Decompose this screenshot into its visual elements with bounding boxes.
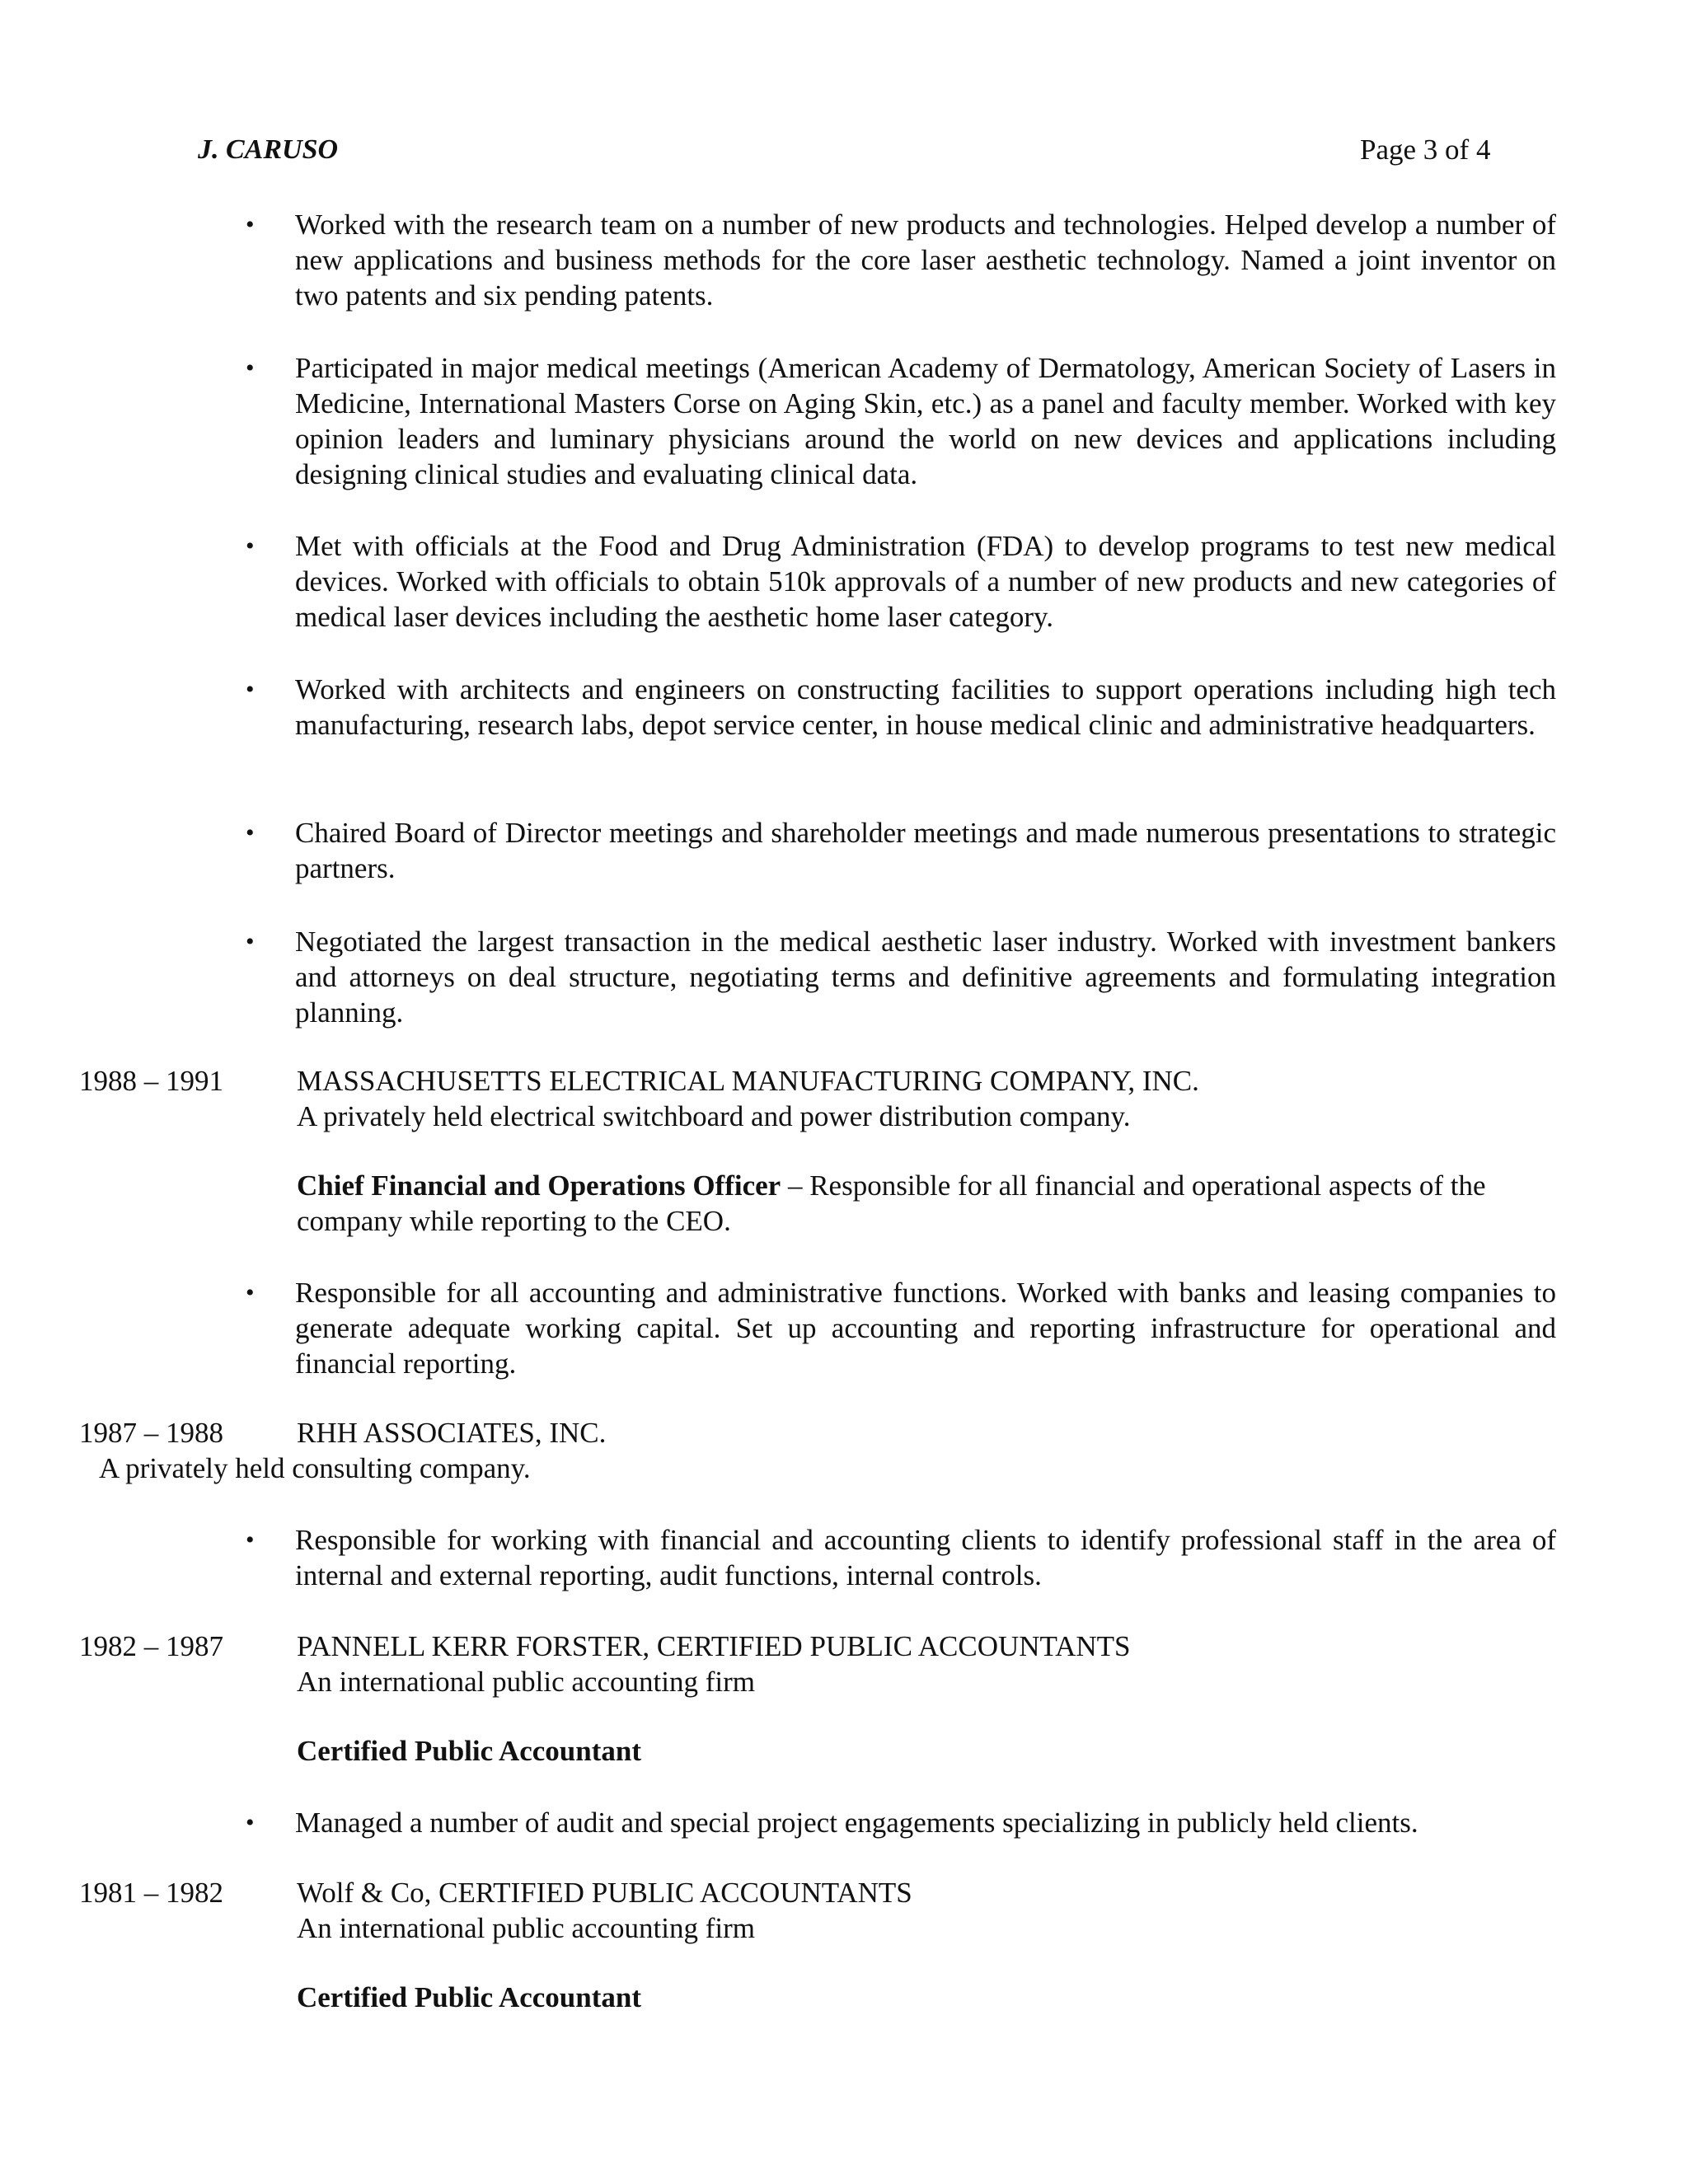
job-dates: 1981 – 1982	[79, 1877, 223, 1909]
job-title: Chief Financial and Operations Officer	[297, 1169, 781, 1202]
bullet-icon: •	[246, 676, 255, 703]
list-item	[246, 1275, 1556, 1381]
bullet-icon: •	[246, 819, 255, 846]
job-title-description: – Responsible for all financial and operational aspects of the company while reporting to the CEO.	[297, 1169, 1486, 1237]
list-item	[246, 1522, 1556, 1593]
header-name: J. CARUSO	[198, 134, 339, 165]
company-description: A privately held consulting company.	[99, 1452, 531, 1484]
bullet-text: Responsible for working with financial and accounting clients to identify professional staff in the area of internal and external reporting, audit functions, internal controls.	[295, 1524, 1556, 1591]
list-item	[246, 815, 1556, 886]
job-title-paragraph	[297, 1168, 1558, 1239]
bullet-icon: •	[246, 354, 255, 382]
company-name: RHH ASSOCIATES, INC.	[297, 1417, 607, 1449]
bullet-text: Chaired Board of Director meetings and shareholder meetings and made numerous presentations to strategic partners.	[295, 817, 1556, 884]
company-name: Wolf & Co, CERTIFIED PUBLIC ACCOUNTANTS	[297, 1877, 912, 1909]
company-description: An international public accounting firm	[297, 1912, 755, 1944]
bullet-text: Worked with the research team on a number of new products and technologies. Helped develop a number of new applications and business methods for the core laser aesthetic technology. Named a joint inventor on two patents and six pending patents.	[295, 209, 1556, 312]
bullet-icon: •	[246, 1526, 255, 1554]
job-dates: 1982 – 1987	[79, 1630, 223, 1662]
bullet-text: Negotiated the largest transaction in the medical aesthetic laser industry. Worked with investment bankers and attorneys on deal structure, negotiating terms and definitive agreements and formulating integration planning.	[295, 926, 1556, 1029]
bullet-text: Worked with architects and engineers on constructing facilities to support operations including high tech manufacturing, research labs, depot service center, in house medical clinic and administrative headquarters.	[295, 673, 1556, 741]
bullet-icon: •	[246, 211, 255, 238]
company-description: An international public accounting firm	[297, 1666, 755, 1698]
job-dates: 1988 – 1991	[79, 1065, 223, 1097]
list-item	[246, 528, 1556, 635]
bullet-icon: •	[246, 928, 255, 955]
page-number: Page 3 of 4	[1360, 134, 1491, 166]
company-name: PANNELL KERR FORSTER, CERTIFIED PUBLIC ACCOUNTANTS	[297, 1630, 1131, 1662]
list-item	[246, 924, 1556, 1030]
job-title: Certified Public Accountant	[297, 1735, 642, 1767]
list-item	[246, 1805, 1556, 1840]
job-title: Certified Public Accountant	[297, 1981, 642, 2013]
bullet-text: Managed a number of audit and special project engagements specializing in publicly held clients.	[295, 1807, 1418, 1839]
bullet-icon: •	[246, 532, 255, 560]
bullet-text: Met with officials at the Food and Drug Administration (FDA) to develop programs to test new medical devices. Worked with officials to obtain 510k approvals of a number of new products and new categories of medical laser devices including the aesthetic home laser category.	[295, 530, 1556, 633]
job-dates: 1987 – 1988	[79, 1417, 223, 1449]
list-item	[246, 672, 1556, 743]
list-item	[246, 207, 1556, 313]
bullet-icon: •	[246, 1279, 255, 1306]
company-description: A privately held electrical switchboard and power distribution company.	[297, 1100, 1131, 1132]
bullet-icon: •	[246, 1809, 255, 1836]
bullet-text: Participated in major medical meetings (American Academy of Dermatology, American Society of Lasers in Medicine, International Masters Corse on Aging Skin, etc.) as a panel and faculty member. Worked with key opinion leaders and luminary physicians around the world on new devices and applications including designing clinical studies and evaluating clinical data.	[295, 352, 1556, 490]
list-item	[246, 350, 1556, 492]
company-name: MASSACHUSETTS ELECTRICAL MANUFACTURING COMPANY, INC.	[297, 1065, 1199, 1097]
bullet-text: Responsible for all accounting and administrative functions. Worked with banks and leasing companies to generate adequate working capital. Set up accounting and reporting infrastructure for operational and financial reporting.	[295, 1277, 1556, 1380]
